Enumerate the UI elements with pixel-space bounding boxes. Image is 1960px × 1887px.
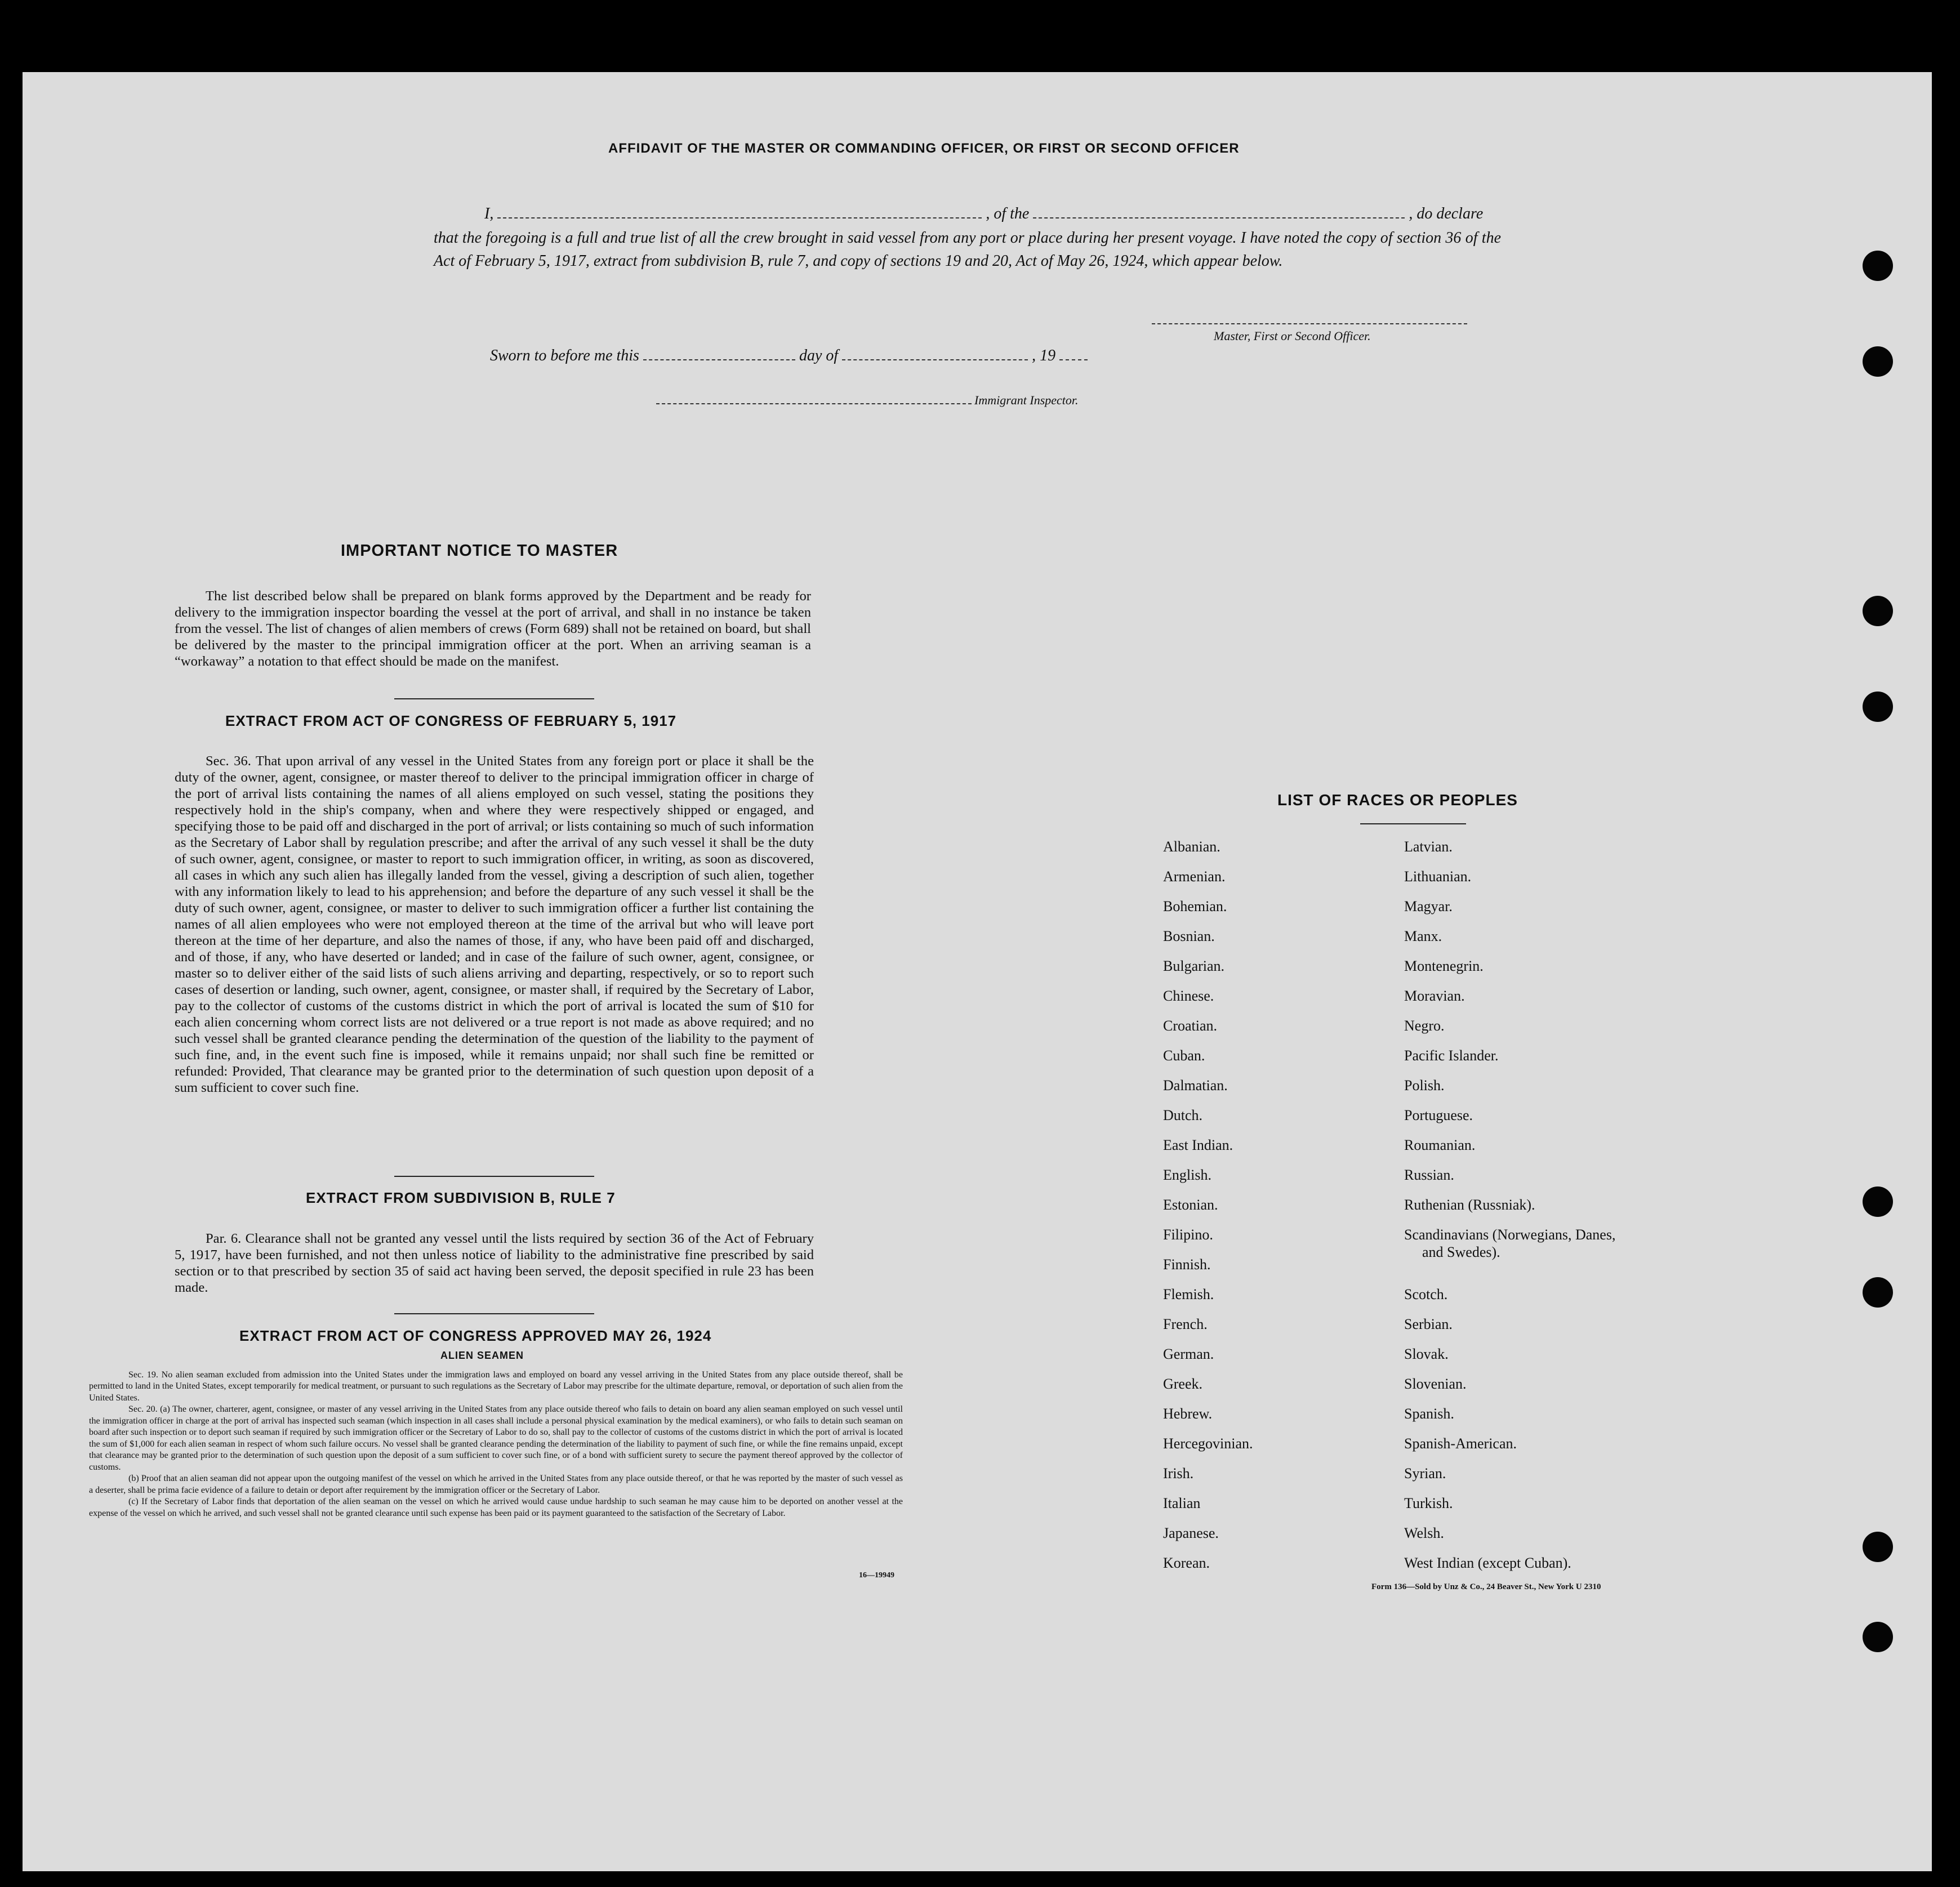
punch-hole	[1863, 1622, 1893, 1652]
act1924-body	[89, 1369, 903, 1519]
master-signature-line[interactable]	[1152, 323, 1467, 324]
sec19-text: Sec. 19. No alien seaman excluded from admission into the United States under the immigration laws and employed on board any vessel arriving in the United States from any place outside thereof, shall be permitted to land in the United States, except temporarily for medical treatment, or pursuant to such regulations as the Secretary of Labor may prescribe for the ultimate departure, removal, or deportation of such alien from the United States.	[89, 1370, 903, 1403]
declarant-label: I,	[484, 205, 494, 222]
vessel-name-field[interactable]	[1033, 217, 1405, 218]
punch-hole	[1863, 1277, 1893, 1308]
affidavit-title: AFFIDAVIT OF THE MASTER OR COMMANDING OFFICER, OR FIRST OR SECOND OFFICER	[608, 141, 1240, 156]
act1917-title: EXTRACT FROM ACT OF CONGRESS OF FEBRUARY 5, 1917	[225, 712, 677, 729]
race-item: French.	[1163, 1316, 1208, 1332]
act1917-body: Sec. 36. That upon arrival of any vessel in the United States from any foreign port or place it shall be the duty of the owner, agent, consignee, or master thereof to deliver to the principal immigration officer in charge of the port of arrival lists containing the names of all aliens employed on such vessel, stating the positions they respectively hold in the ship's company, when and where they were respectively shipped or engaged, and specifying those to be paid off and discharged in the port of arrival; or lists containing so much of such information as the Secretary of Labor shall by regulation prescribe; and after the arrival of any such vessel it shall be the duty of such owner, agent, consignee, or master to report to such immigration officer, in writing, as soon as discovered, all cases in which any such alien has illegally landed from the vessel, giving a description of such alien, together with any information likely to lead to his apprehension; and before the departure of any such vessel it shall be the duty of such owner, agent, consignee, or master to deliver to such immigration officer a further list containing the names of all alien employees who were not employed thereon at the time of the arrival but who will leave port thereon at the time of her departure, and also the names of those, if any, who have been paid off and discharged, and of those, if any, who have deserted or landed; and in case of the failure of such owner, agent, consignee, or master so to deliver either of the said lists of such aliens arriving and departing, respectively, or so to report such cases of desertion or landing, such owner, agent, consignee, or master shall, if required by the Secretary of Labor, pay to the collector of customs of the customs district in which the port of arrival is located the sum of $10 for each alien concerning whom correct lists are not delivered or a true report is not made as above required; and no such vessel shall be granted clearance pending the determination of the question of the liability to the payment of such fine, and, in the event such fine is imposed, while it remains unpaid; nor shall such fine be remitted or refunded: Provided, That clearance may be granted prior to the determination of such question upon deposit of a sum sufficient to cover such fine.	[175, 753, 814, 1095]
punch-hole	[1863, 1186, 1893, 1217]
race-item: Welsh.	[1404, 1525, 1444, 1541]
race-item: German.	[1163, 1346, 1214, 1362]
race-item: Russian.	[1404, 1167, 1454, 1183]
sworn-prefix: Sworn to before me this	[490, 347, 639, 364]
race-item: Japanese.	[1163, 1525, 1219, 1541]
race-item: Greek.	[1163, 1376, 1203, 1392]
race-item: Serbian.	[1404, 1316, 1453, 1332]
race-item: Manx.	[1404, 928, 1442, 944]
form-note: Form 136—Sold by Unz & Co., 24 Beaver St., New York U 2310	[1371, 1582, 1601, 1591]
declarant-name-field[interactable]	[497, 217, 982, 218]
race-item: Spanish.	[1404, 1406, 1454, 1422]
sec20a-text: Sec. 20. (a) The owner, charterer, agent, consignee, or master of any vessel arriving in the United States from any place outside thereof who fails to detain on board any alien seaman employed on such vessel until the immigration officer in charge at the port of arrival has inspected such seaman (which inspection in all cases shall include a personal physical examination by the medical examiners), or who fails to detain such seaman on board after such inspection or to deport such seaman if required by such immigration officer or the Secretary of Labor to do so, shall pay to the collector of customs of the customs district in which the port of arrival is located the sum of $1,000 for each alien seaman in respect of whom such failure occurs. No vessel shall be granted clearance pending the determination of the liability to payment of such fine, or while the fine remains unpaid, except that clearance may be granted prior to the determination of such question upon the deposit of a sum sufficient to cover such fine, or of a bond with sufficient surety to secure the payment thereof approved by the collector of customs.	[89, 1404, 903, 1472]
sworn-year-field[interactable]	[1059, 359, 1088, 360]
race-item: Korean.	[1163, 1555, 1210, 1571]
divider	[1360, 823, 1466, 824]
race-item: Roumanian.	[1404, 1137, 1476, 1153]
race-item: Albanian.	[1163, 838, 1220, 855]
race-item: Spanish-American.	[1404, 1435, 1517, 1452]
notice-body: The list described below shall be prepared on blank forms approved by the Department and be ready for delivery to the immigration inspector boarding the vessel at the port of arrival, and shall in no instance be taken from the vessel. The list of changes of alien members of crews (Form 689) shall not be retained on board, but shall be delivered by the master to the principal immigration officer at the port. When an arriving seaman is a “workaway” a notation to that effect should be made on the manifest.	[175, 588, 811, 669]
race-item: Lithuanian.	[1404, 868, 1472, 885]
race-item: Cuban.	[1163, 1047, 1205, 1064]
divider	[394, 1176, 594, 1177]
print-code: 16—19949	[859, 1571, 894, 1580]
race-item: English.	[1163, 1167, 1211, 1183]
race-item: Latvian.	[1404, 838, 1453, 855]
race-item: Dutch.	[1163, 1107, 1203, 1123]
race-item: Montenegrin.	[1404, 958, 1484, 974]
race-item: Negro.	[1404, 1018, 1445, 1034]
race-item: Bosnian.	[1163, 928, 1215, 944]
race-item: Flemish.	[1163, 1286, 1214, 1302]
race-item: Hebrew.	[1163, 1406, 1213, 1422]
race-item: Polish.	[1404, 1077, 1445, 1094]
race-item: Syrian.	[1404, 1465, 1446, 1482]
act1924-title: EXTRACT FROM ACT OF CONGRESS APPROVED MAY 26, 1924	[239, 1327, 712, 1344]
punch-hole	[1863, 346, 1893, 377]
race-item: Croatian.	[1163, 1018, 1218, 1034]
races-title: LIST OF RACES OR PEOPLES	[1277, 791, 1518, 809]
race-item: Moravian.	[1404, 988, 1465, 1004]
race-item: Dalmatian.	[1163, 1077, 1228, 1094]
race-item: Armenian.	[1163, 868, 1226, 885]
race-item: Irish.	[1163, 1465, 1194, 1482]
sworn-year-label: , 19	[1032, 347, 1056, 364]
sworn-line	[490, 347, 1222, 365]
race-item: East Indian.	[1163, 1137, 1233, 1153]
race-item: Scotch.	[1404, 1286, 1448, 1302]
rule7-body: Par. 6. Clearance shall not be granted any vessel until the lists required by section 36 of the Act of February 5, 1917, have been furnished, and not then unless notice of liability to the administrative fine prescribed by said section or to that prescribed by section 35 of said act having been served, the deposit specified in rule 23 has been made.	[175, 1231, 814, 1295]
divider	[394, 1313, 594, 1314]
affidavit-body: that the foregoing is a full and true list of all the crew brought in said vessel from any port or place during her present voyage. I have noted the copy of section 36 of the Act of February 5, 1917, extract from subdivision B, rule 7, and copy of sections 19 and 20, Act of May 26, 1924, which appear below.	[434, 229, 1501, 270]
act1924-subtitle: ALIEN SEAMEN	[440, 1350, 524, 1361]
race-item: Scandinavians (Norwegians, Danes, and Swedes).	[1404, 1226, 1616, 1261]
notice-title: IMPORTANT NOTICE TO MASTER	[341, 542, 618, 560]
sec20b-text: (b) Proof that an alien seaman did not appear upon the outgoing manifest of the vessel on which he arrived in the United States from any place outside thereof, or that he was reported by the master of such vessel as a deserter, shall be prima facie evidence of a failure to detain or deport after requirement by the immigration officer or the Secretary of Labor.	[89, 1474, 903, 1495]
race-item: Finnish.	[1163, 1256, 1211, 1273]
race-item: Chinese.	[1163, 988, 1214, 1004]
race-item: Portuguese.	[1404, 1107, 1473, 1123]
inspector-signature-line[interactable]	[656, 403, 972, 404]
declare-label: , do declare	[1409, 205, 1484, 222]
race-item: Bohemian.	[1163, 898, 1227, 914]
inspector-label: Immigrant Inspector.	[974, 393, 1079, 407]
master-signature-label: Master, First or Second Officer.	[1214, 329, 1371, 343]
race-item: Bulgarian.	[1163, 958, 1225, 974]
sworn-month-field[interactable]	[842, 359, 1028, 360]
race-item: West Indian (except Cuban).	[1404, 1555, 1571, 1571]
punch-hole	[1863, 692, 1893, 722]
race-item: Slovak.	[1404, 1346, 1449, 1362]
race-item: Ruthenian (Russniak).	[1404, 1197, 1535, 1213]
race-item: Turkish.	[1404, 1495, 1453, 1511]
race-item: Filipino.	[1163, 1226, 1213, 1243]
punch-hole	[1863, 596, 1893, 626]
punch-hole	[1863, 251, 1893, 281]
divider	[394, 698, 594, 699]
race-item: Italian	[1163, 1495, 1201, 1511]
punch-hole	[1863, 1532, 1893, 1562]
sec20c-text: (c) If the Secretary of Labor finds that deportation of the alien seaman on the vessel on which he arrived would cause undue hardship to such seaman he may cause him to be deported on another vessel at the expense of the vessel on which he arrived, and such vessel shall not be granted clearance until such expense has been paid or its payment guaranteed to the satisfaction of the Secretary of Labor.	[89, 1497, 903, 1518]
sworn-day-field[interactable]	[643, 359, 795, 360]
race-item: Hercegovinian.	[1163, 1435, 1253, 1452]
race-item: Estonian.	[1163, 1197, 1218, 1213]
affidavit-line1	[484, 205, 1498, 223]
race-item: Magyar.	[1404, 898, 1453, 914]
race-item: Pacific Islander.	[1404, 1047, 1499, 1064]
vessel-label: , of the	[986, 205, 1030, 222]
sworn-day-of-label: day of	[799, 347, 839, 364]
rule7-title: EXTRACT FROM SUBDIVISION B, RULE 7	[306, 1189, 616, 1206]
race-item: Slovenian.	[1404, 1376, 1467, 1392]
